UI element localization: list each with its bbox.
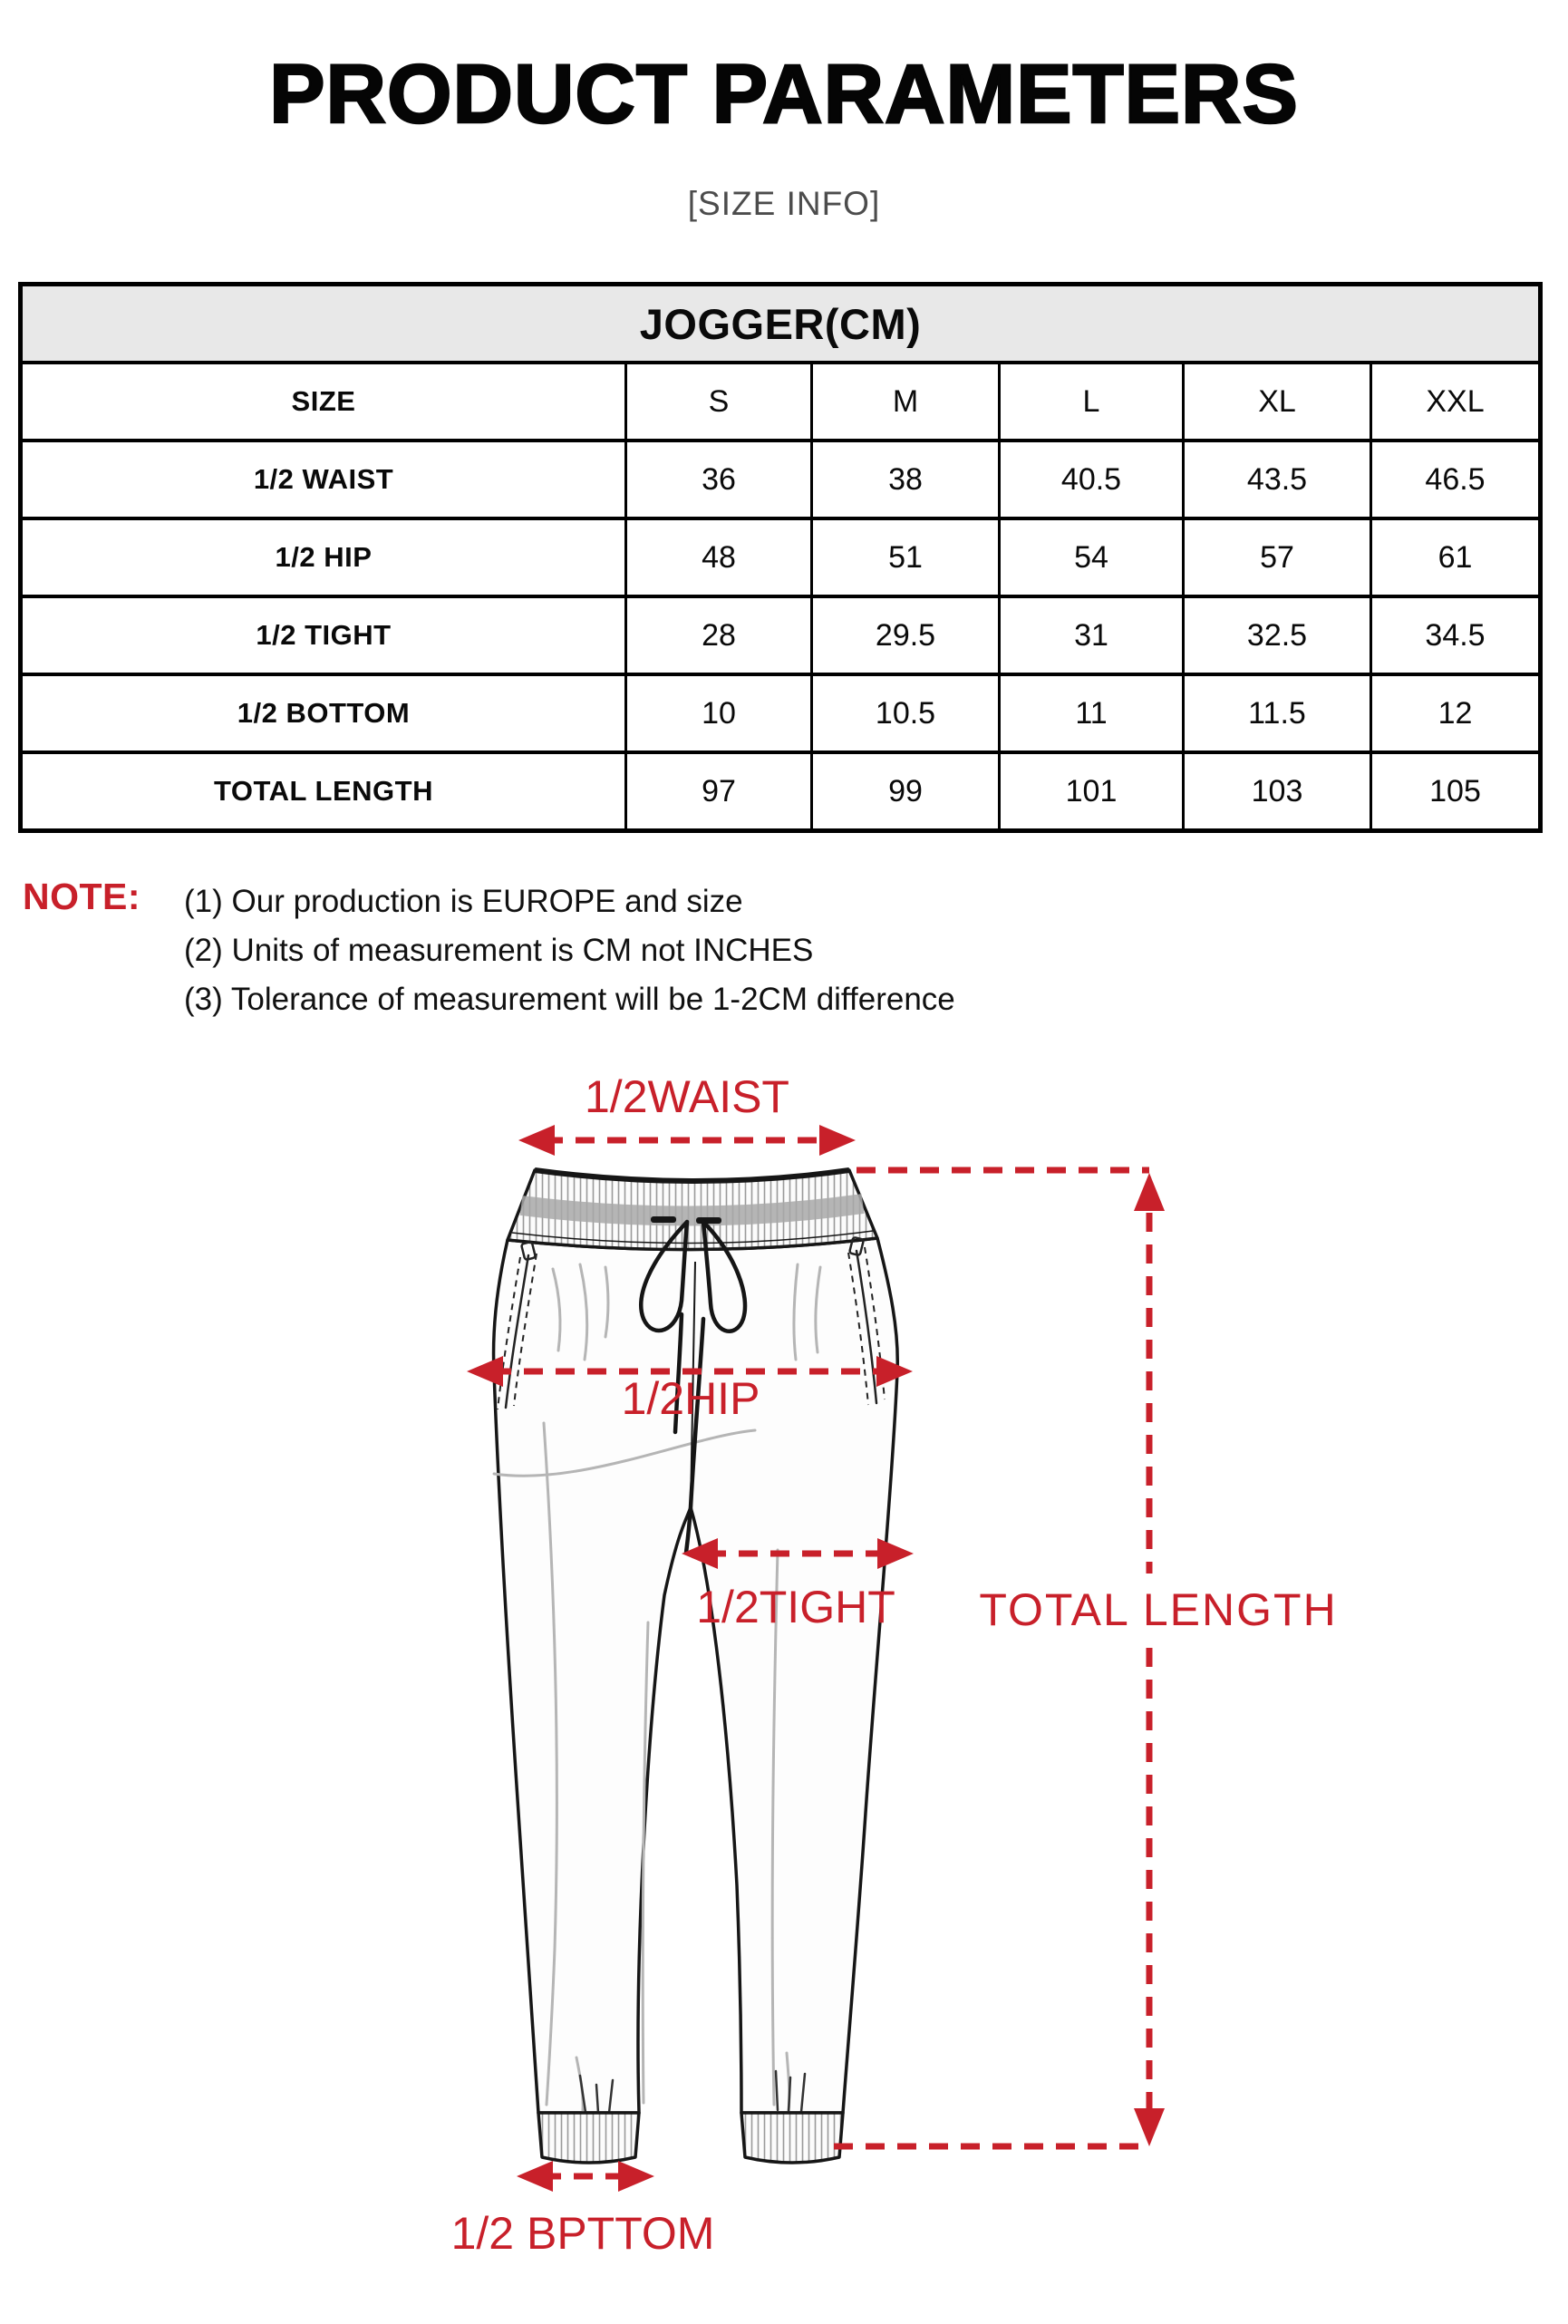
drawstring-grommet [651, 1216, 676, 1223]
size-table-title: JOGGER(CM) [21, 285, 1541, 363]
value-cell: 11.5 [1184, 674, 1371, 752]
value-cell: 38 [812, 441, 1000, 518]
value-cell: 12 [1371, 674, 1541, 752]
size-col-m: M [812, 363, 1000, 441]
row-label-cell: 1/2 WAIST [21, 441, 626, 518]
value-cell: 101 [1000, 752, 1184, 831]
value-cell: 34.5 [1371, 596, 1541, 674]
right-cuff [741, 2113, 843, 2163]
value-cell: 40.5 [1000, 441, 1184, 518]
value-cell: 10 [626, 674, 812, 752]
value-cell: 29.5 [812, 596, 1000, 674]
note-label: NOTE: [23, 876, 141, 917]
value-cell: 10.5 [812, 674, 1000, 752]
note-item: (1) Our production is EUROPE and size [184, 884, 743, 919]
table-row-hip [21, 518, 1541, 596]
value-cell: 28 [626, 596, 812, 674]
value-cell: 43.5 [1184, 441, 1371, 518]
value-cell: 103 [1184, 752, 1371, 831]
table-row-total-length [21, 752, 1541, 831]
total-length-label: TOTAL LENGTH [979, 1584, 1338, 1635]
value-cell: 61 [1371, 518, 1541, 596]
value-cell: 54 [1000, 518, 1184, 596]
value-cell: 48 [626, 518, 812, 596]
bottom-label: 1/2 BPTTOM [450, 2208, 715, 2259]
drawstring-grommet [696, 1217, 721, 1224]
value-cell: 51 [812, 518, 1000, 596]
row-label-cell: 1/2 TIGHT [21, 596, 626, 674]
size-table [18, 282, 1543, 833]
size-table-title-row [21, 285, 1541, 363]
row-label-cell: 1/2 BOTTOM [21, 674, 626, 752]
tight-label: 1/2TIGHT [696, 1582, 895, 1632]
table-row-tight [21, 596, 1541, 674]
hip-label: 1/2HIP [621, 1373, 760, 1424]
row-label-cell: TOTAL LENGTH [21, 752, 626, 831]
size-col-s: S [626, 363, 812, 441]
page-subtitle: [SIZE INFO] [687, 185, 881, 222]
value-cell: 97 [626, 752, 812, 831]
waist-arrow [518, 1125, 856, 1156]
table-row-bottom [21, 674, 1541, 752]
jogger-measurement-diagram [0, 1042, 1568, 2324]
value-cell: 11 [1000, 674, 1184, 752]
note-item: (3) Tolerance of measurement will be 1-2CM difference [184, 982, 955, 1017]
bottom-arrow [517, 2161, 654, 2192]
value-cell: 105 [1371, 752, 1541, 831]
value-cell: 57 [1184, 518, 1371, 596]
value-cell: 99 [812, 752, 1000, 831]
left-cuff [538, 2113, 639, 2163]
value-cell: 31 [1000, 596, 1184, 674]
row-label-cell: 1/2 HIP [21, 518, 626, 596]
value-cell: 32.5 [1184, 596, 1371, 674]
value-cell: 46.5 [1371, 441, 1541, 518]
note-list [184, 877, 955, 1024]
note-item: (2) Units of measurement is CM not INCHES [184, 933, 814, 968]
total-length-line [1134, 1173, 1165, 2146]
size-col-xxl: XXL [1371, 363, 1541, 441]
waist-label: 1/2WAIST [585, 1071, 789, 1122]
value-cell: 36 [626, 441, 812, 518]
jogger-sketch [494, 1170, 898, 2163]
header-label-cell: SIZE [21, 363, 626, 441]
size-table-header-row [21, 363, 1541, 441]
page-title: PRODUCT PARAMETERS [269, 48, 1299, 140]
table-row-waist [21, 441, 1541, 518]
waistband [508, 1170, 877, 1250]
size-col-xl: XL [1184, 363, 1371, 441]
size-col-l: L [1000, 363, 1184, 441]
